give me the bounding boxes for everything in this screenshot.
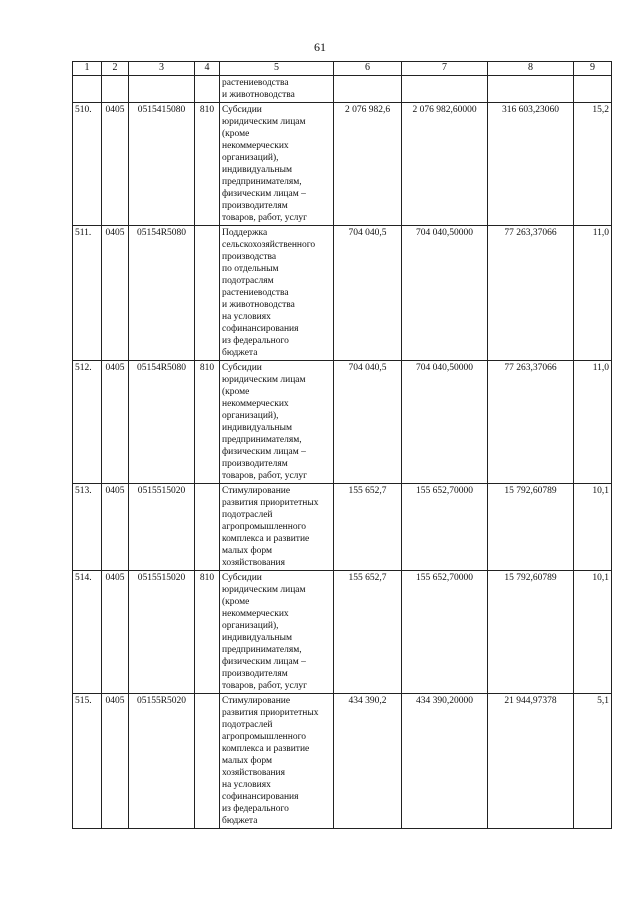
plan-amount: 155 652,7: [334, 484, 402, 571]
row-number: 512.: [73, 361, 102, 484]
section-code: 0405: [102, 103, 129, 226]
article-code: 0515515020: [129, 484, 195, 571]
table-header: [73, 62, 612, 76]
table-row: [73, 226, 612, 361]
section-code: 0405: [102, 361, 129, 484]
article-code: 0515415080: [129, 103, 195, 226]
row-number: 510.: [73, 103, 102, 226]
table-row: [73, 103, 612, 226]
table-body: [73, 76, 612, 829]
item-name: Субсидии юридическим лицам (кроме некоммерческих организаций), индивидуальным предпринимателям, физическим лицам – производителям товаров, работ, услуг: [220, 361, 334, 484]
expense-type-code: [195, 694, 220, 829]
executed-amount: 21 944,97378: [488, 694, 574, 829]
budget-table: [72, 61, 612, 829]
specified-amount: [402, 76, 488, 103]
header-cell-2: 2: [102, 62, 129, 76]
table-row: [73, 361, 612, 484]
header-cell-4: 4: [195, 62, 220, 76]
header-cell-7: 7: [402, 62, 488, 76]
execution-percent: 11,0: [574, 361, 612, 484]
header-cell-1: 1: [73, 62, 102, 76]
specified-amount: 2 076 982,60000: [402, 103, 488, 226]
table-row: [73, 484, 612, 571]
item-name: Субсидии юридическим лицам (кроме некоммерческих организаций), индивидуальным предпринимателям, физическим лицам – производителям товаров, работ, услуг: [220, 103, 334, 226]
plan-amount: [334, 76, 402, 103]
execution-percent: 10,1: [574, 484, 612, 571]
table-row: [73, 76, 612, 103]
section-code: 0405: [102, 571, 129, 694]
section-code: 0405: [102, 484, 129, 571]
plan-amount: 434 390,2: [334, 694, 402, 829]
item-name: Стимулирование развития приоритетных подотраслей агропромышленного комплекса и развитие малых форм хозяйствования на условиях софинансирования из федерального бюджета: [220, 694, 334, 829]
executed-amount: 77 263,37066: [488, 226, 574, 361]
item-name: Поддержка сельскохозяйственного производства по отдельным подотраслям растениеводства и животноводства на условиях софинансирования из федерального бюджета: [220, 226, 334, 361]
header-row: [73, 62, 612, 76]
header-cell-8: 8: [488, 62, 574, 76]
header-cell-9: 9: [574, 62, 612, 76]
specified-amount: 704 040,50000: [402, 361, 488, 484]
row-number: 513.: [73, 484, 102, 571]
item-name: Субсидии юридическим лицам (кроме некоммерческих организаций), индивидуальным предпринимателям, физическим лицам – производителям товаров, работ, услуг: [220, 571, 334, 694]
section-code: 0405: [102, 694, 129, 829]
executed-amount: 15 792,60789: [488, 484, 574, 571]
specified-amount: 434 390,20000: [402, 694, 488, 829]
execution-percent: [574, 76, 612, 103]
row-number: 511.: [73, 226, 102, 361]
article-code: [129, 76, 195, 103]
plan-amount: 2 076 982,6: [334, 103, 402, 226]
expense-type-code: 810: [195, 571, 220, 694]
expense-type-code: 810: [195, 361, 220, 484]
table-row: [73, 694, 612, 829]
execution-percent: 10,1: [574, 571, 612, 694]
plan-amount: 704 040,5: [334, 361, 402, 484]
executed-amount: [488, 76, 574, 103]
header-cell-3: 3: [129, 62, 195, 76]
plan-amount: 155 652,7: [334, 571, 402, 694]
expense-type-code: [195, 76, 220, 103]
expense-type-code: [195, 484, 220, 571]
executed-amount: 316 603,23060: [488, 103, 574, 226]
execution-percent: 15,2: [574, 103, 612, 226]
executed-amount: 77 263,37066: [488, 361, 574, 484]
article-code: 05154R5080: [129, 361, 195, 484]
item-name: Стимулирование развития приоритетных подотраслей агропромышленного комплекса и развитие малых форм хозяйствования: [220, 484, 334, 571]
row-number: 514.: [73, 571, 102, 694]
executed-amount: 15 792,60789: [488, 571, 574, 694]
specified-amount: 704 040,50000: [402, 226, 488, 361]
table-row: [73, 571, 612, 694]
article-code: 05155R5020: [129, 694, 195, 829]
plan-amount: 704 040,5: [334, 226, 402, 361]
execution-percent: 11,0: [574, 226, 612, 361]
execution-percent: 5,1: [574, 694, 612, 829]
page-number: 61: [314, 40, 326, 54]
specified-amount: 155 652,70000: [402, 484, 488, 571]
article-code: 05154R5080: [129, 226, 195, 361]
row-number: [73, 76, 102, 103]
expense-type-code: [195, 226, 220, 361]
section-code: [102, 76, 129, 103]
item-name: растениеводства и животноводства: [220, 76, 334, 103]
section-code: 0405: [102, 226, 129, 361]
header-cell-6: 6: [334, 62, 402, 76]
specified-amount: 155 652,70000: [402, 571, 488, 694]
header-cell-5: 5: [220, 62, 334, 76]
expense-type-code: 810: [195, 103, 220, 226]
row-number: 515.: [73, 694, 102, 829]
article-code: 0515515020: [129, 571, 195, 694]
